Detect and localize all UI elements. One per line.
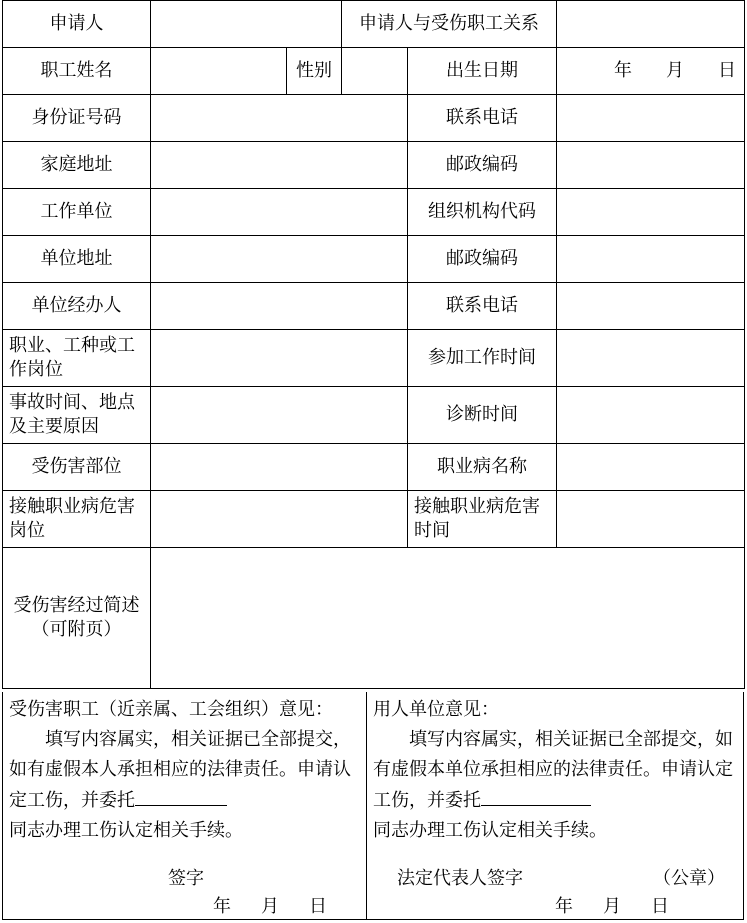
occupation-label: 职业、工种或工作岗位 — [3, 330, 151, 387]
worker-delegate-blank[interactable] — [135, 785, 227, 806]
injury-desc-title: 受伤害经过简述 — [13, 595, 140, 616]
employer-sign-date — [555, 892, 669, 922]
worker-sign-date — [213, 892, 327, 922]
agent-phone-label: 联系电话 — [408, 283, 557, 330]
accident-info-field[interactable] — [151, 387, 408, 444]
birth-year-label: 年 — [614, 60, 632, 81]
accident-info-label: 事故时间、地点及主要原因 — [3, 387, 151, 444]
worker-name-field[interactable] — [151, 48, 287, 95]
injury-desc-field[interactable] — [151, 548, 745, 689]
employer-agent-field[interactable] — [151, 283, 408, 330]
legal-rep-signature-label: 法定代表人签字 — [397, 868, 523, 889]
diagnosis-time-label: 诊断时间 — [408, 387, 557, 444]
applicant-field[interactable] — [151, 1, 342, 48]
disease-name-field[interactable] — [557, 444, 745, 491]
gender-label: 性别 — [287, 48, 342, 95]
injury-part-label: 受伤害部位 — [3, 444, 151, 491]
employer-opinion-p1: 填写内容属实，相关证据已全部提交，如有虚假本单位承担相应的法律责任。申请认定工伤，并委托 — [373, 729, 733, 811]
relation-field[interactable] — [557, 1, 745, 48]
employer-opinion — [367, 692, 743, 919]
opinions-section — [2, 692, 744, 920]
hazard-post-label: 接触职业病危害岗位 — [3, 491, 151, 548]
work-start-time-field[interactable] — [557, 330, 745, 387]
diagnosis-time-field[interactable] — [557, 387, 745, 444]
birth-day-label: 日 — [718, 60, 736, 81]
worker-opinion-title: 受伤害职工（近亲属、工会组织）意见： — [9, 699, 333, 720]
worker-month-label: 月 — [261, 896, 279, 917]
employer-opinion-p2: 同志办理工伤认定相关手续。 — [373, 820, 607, 841]
employer-address-label: 单位地址 — [3, 236, 151, 283]
employer-postal-code-label: 邮政编码 — [408, 236, 557, 283]
worker-year-label: 年 — [213, 896, 231, 917]
employer-opinion-title: 用人单位意见： — [373, 699, 499, 720]
employer-month-label: 月 — [603, 896, 621, 917]
hazard-post-field[interactable] — [151, 491, 408, 548]
employer-label: 工作单位 — [3, 189, 151, 236]
gender-field[interactable] — [342, 48, 408, 95]
org-code-field[interactable] — [557, 189, 745, 236]
id-number-field[interactable] — [151, 95, 408, 142]
employer-opinion-text — [373, 725, 737, 816]
birth-date-field[interactable] — [557, 48, 745, 95]
worker-day-label: 日 — [309, 896, 327, 917]
agent-phone-field[interactable] — [557, 283, 745, 330]
work-start-time-label: 参加工作时间 — [408, 330, 557, 387]
applicant-label: 申请人 — [3, 1, 151, 48]
attach-note: （可附页） — [31, 619, 122, 640]
employer-delegate-blank[interactable] — [481, 785, 591, 806]
worker-name-label: 职工姓名 — [3, 48, 151, 95]
injury-part-field[interactable] — [151, 444, 408, 491]
birth-month-label: 月 — [666, 60, 684, 81]
disease-name-label: 职业病名称 — [408, 444, 557, 491]
occupation-field[interactable] — [151, 330, 408, 387]
employer-postal-code-field[interactable] — [557, 236, 745, 283]
employer-year-label: 年 — [555, 896, 573, 917]
employer-agent-label: 单位经办人 — [3, 283, 151, 330]
worker-signature-label: 签字 — [168, 868, 204, 889]
injury-desc-label — [3, 548, 151, 689]
hazard-time-field[interactable] — [557, 491, 745, 548]
official-seal-label: （公章） — [653, 868, 725, 889]
application-form-table — [2, 0, 745, 689]
phone-label: 联系电话 — [408, 95, 557, 142]
id-number-label: 身份证号码 — [3, 95, 151, 142]
employer-field[interactable] — [151, 189, 408, 236]
home-postal-code-field[interactable] — [557, 142, 745, 189]
phone-field[interactable] — [557, 95, 745, 142]
hazard-time-label: 接触职业病危害时间 — [408, 491, 557, 548]
home-postal-code-label: 邮政编码 — [408, 142, 557, 189]
worker-opinion — [3, 692, 367, 919]
worker-opinion-p2: 同志办理工伤认定相关手续。 — [9, 820, 243, 841]
worker-opinion-text — [9, 725, 360, 816]
worker-opinion-p1: 填写内容属实，相关证据已全部提交，如有虚假本人承担相应的法律责任。申请认定工伤，并委托 — [9, 729, 351, 811]
home-address-label: 家庭地址 — [3, 142, 151, 189]
employer-day-label: 日 — [651, 896, 669, 917]
org-code-label: 组织机构代码 — [408, 189, 557, 236]
relation-label: 申请人与受伤职工关系 — [342, 1, 557, 48]
home-address-field[interactable] — [151, 142, 408, 189]
employer-address-field[interactable] — [151, 236, 408, 283]
birth-date-label: 出生日期 — [408, 48, 557, 95]
